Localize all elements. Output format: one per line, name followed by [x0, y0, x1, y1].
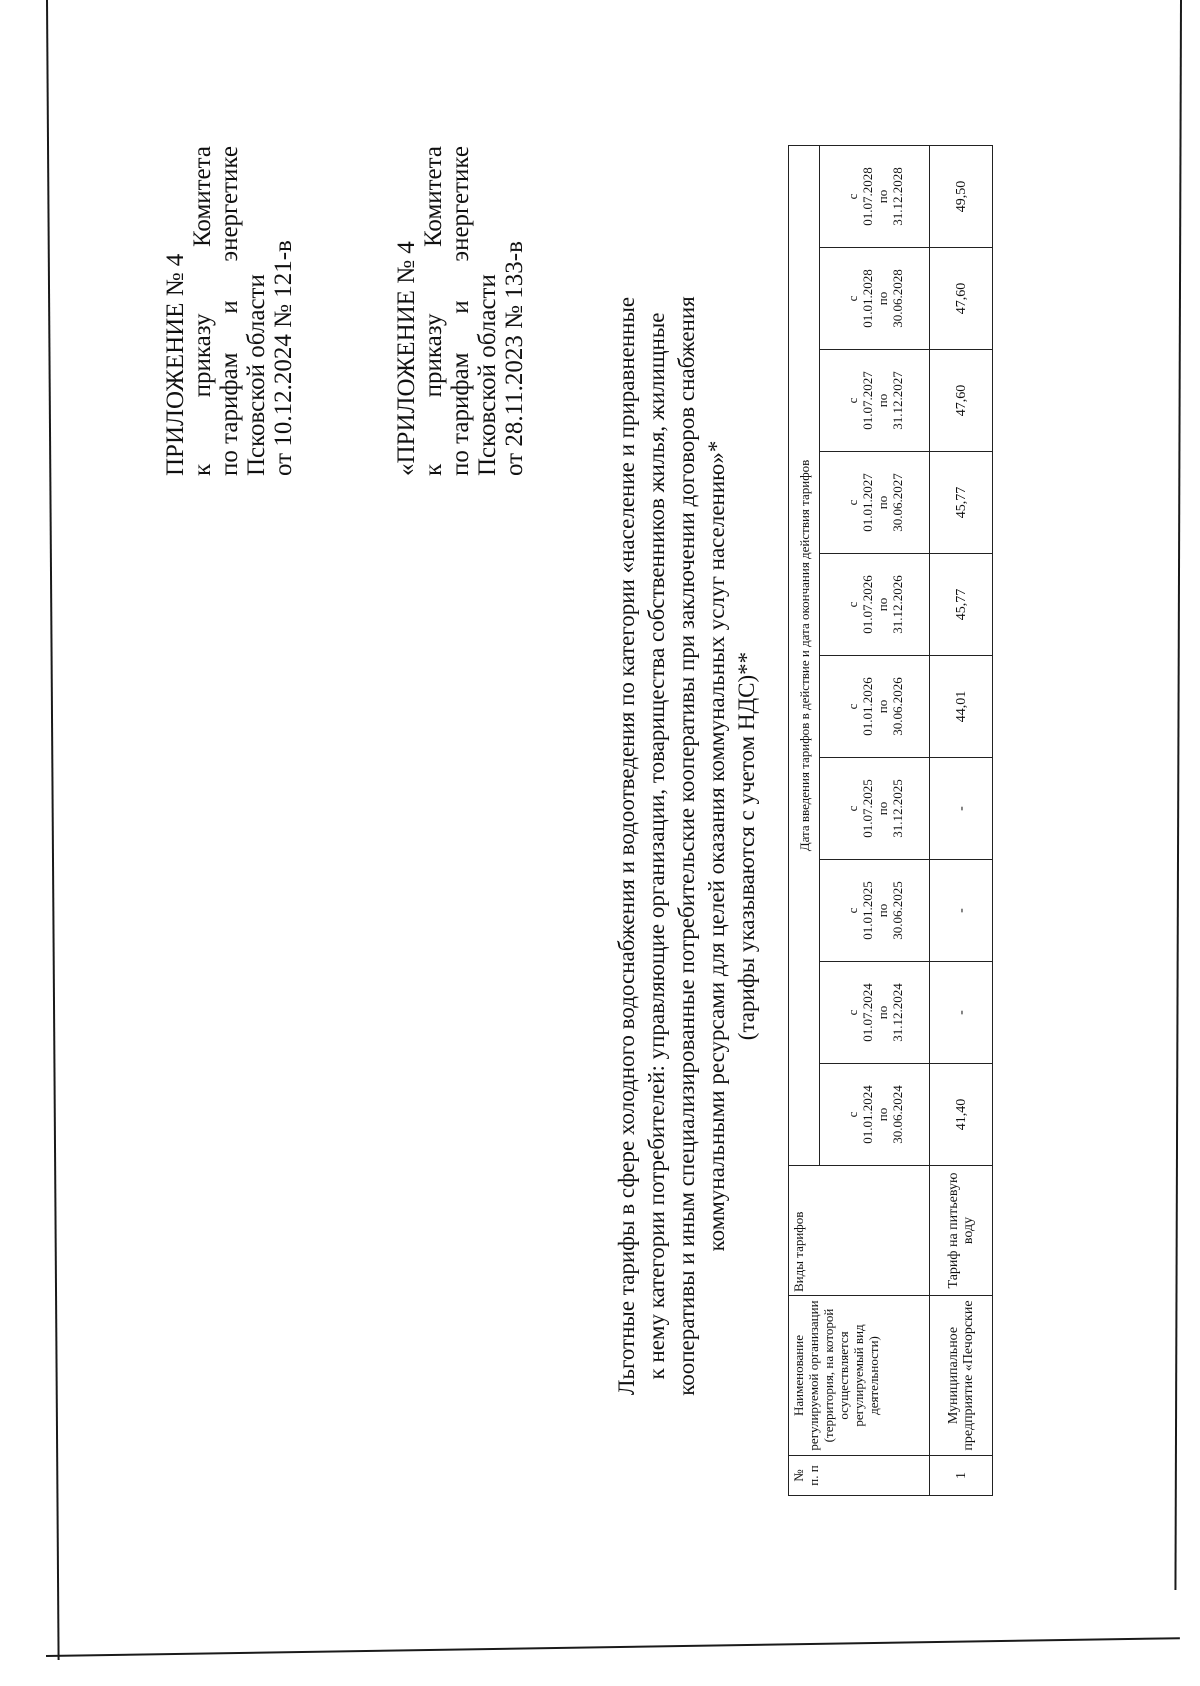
- appendix-new-line1: ПРИЛОЖЕНИЕ № 4: [162, 253, 189, 476]
- period-header: с 01.01.2025 по 30.06.2025: [820, 860, 930, 962]
- appendix-new-line2-right: Комитета: [189, 146, 216, 248]
- period-header: с 01.07.2028 по 31.12.2028: [820, 146, 930, 248]
- appendix-old-line2-left: к: [420, 463, 447, 476]
- tariff-value: 49,50: [930, 146, 993, 248]
- period-header: с 01.07.2024 по 31.12.2024: [820, 962, 930, 1064]
- tariff-value: 45,77: [930, 554, 993, 656]
- title-line4: коммунальными ресурсами для целей оказания коммунальных услуг населению»*: [704, 440, 729, 1252]
- col-header-num: № п. п: [789, 1456, 930, 1496]
- period-header: с 01.01.2026 по 30.06.2026: [820, 656, 930, 758]
- tariff-value: -: [930, 962, 993, 1064]
- row-org: Муниципальное предприятие «Печорские: [930, 1296, 993, 1456]
- col-header-dates-group: Дата введения тарифов в действие и дата окончания действия тарифов: [789, 146, 820, 1166]
- title-line2: к нему категории потребителей: управляющие организации, товарищества собственников жилья, жилищные: [644, 312, 669, 1380]
- period-header: с 01.01.2024 по 30.06.2024: [820, 1064, 930, 1166]
- appendix-new-line4: Псковской области: [243, 274, 270, 476]
- period-header: с 01.07.2025 по 31.12.2025: [820, 758, 930, 860]
- tariff-value: 47,60: [930, 248, 993, 350]
- appendix-new-line2-left: к: [189, 463, 216, 476]
- appendix-old-line2-right: Комитета: [420, 146, 447, 248]
- period-header: с 01.07.2026 по 31.12.2026: [820, 554, 930, 656]
- appendix-old-line2-mid: приказу: [420, 313, 447, 398]
- appendix-old-line3-left: по тарифам: [447, 352, 474, 476]
- table-row: [930, 146, 993, 1496]
- appendix-new-line2: [189, 146, 216, 476]
- tariff-value: 44,01: [930, 656, 993, 758]
- appendix-header-old: [393, 146, 528, 476]
- tariff-table: [788, 145, 993, 1496]
- tariff-value: 41,40: [930, 1064, 993, 1166]
- appendix-new-line2-mid: приказу: [189, 313, 216, 398]
- tariff-value: -: [930, 860, 993, 962]
- period-header: с 01.01.2028 по 30.06.2028: [820, 248, 930, 350]
- period-header: с 01.01.2027 по 30.06.2027: [820, 452, 930, 554]
- tariff-value: 45,77: [930, 452, 993, 554]
- title-line5: (тарифы указываются с учетом НДС)**: [734, 651, 759, 1041]
- title-line3: кооперативы и иным специализированные потребительские кооперативы при заключении договоров снабжения: [674, 296, 699, 1396]
- appendix-old-line4: Псковской области: [474, 274, 501, 476]
- title-line1: Льготные тарифы в сфере холодного водоснабжения и водоотведения по категории «население и приравненные: [614, 296, 639, 1396]
- col-header-type: Виды тарифов: [789, 1166, 930, 1296]
- appendix-new-line3-right: энергетике: [216, 146, 243, 262]
- appendix-new-line3-mid: и: [216, 300, 243, 314]
- tariff-value: 47,60: [930, 350, 993, 452]
- appendix-new-line5: от 10.12.2024 № 121-в: [270, 240, 297, 476]
- appendix-new-line3: [216, 146, 243, 476]
- document-title: [612, 216, 762, 1476]
- appendix-new-line3-left: по тарифам: [216, 352, 243, 476]
- appendix-old-line3-mid: и: [447, 300, 474, 314]
- table-header-row: [789, 146, 820, 1496]
- appendix-old-line3-right: энергетике: [447, 146, 474, 262]
- col-header-org: Наименование регулируемой организации (территория, на которой осуществляется регулируемый вид деятельности): [789, 1296, 930, 1456]
- tariff-value: -: [930, 758, 993, 860]
- period-header: с 01.07.2027 по 31.12.2027: [820, 350, 930, 452]
- appendix-old-line3: [447, 146, 474, 476]
- row-num: 1: [930, 1456, 993, 1496]
- row-type: Тариф на питьевую воду: [930, 1166, 993, 1296]
- appendix-header-new: [162, 146, 297, 476]
- appendix-old-line2: [420, 146, 447, 476]
- appendix-old-line1: «ПРИЛОЖЕНИЕ № 4: [393, 241, 420, 476]
- appendix-old-line5: от 28.11.2023 № 133-в: [501, 241, 528, 476]
